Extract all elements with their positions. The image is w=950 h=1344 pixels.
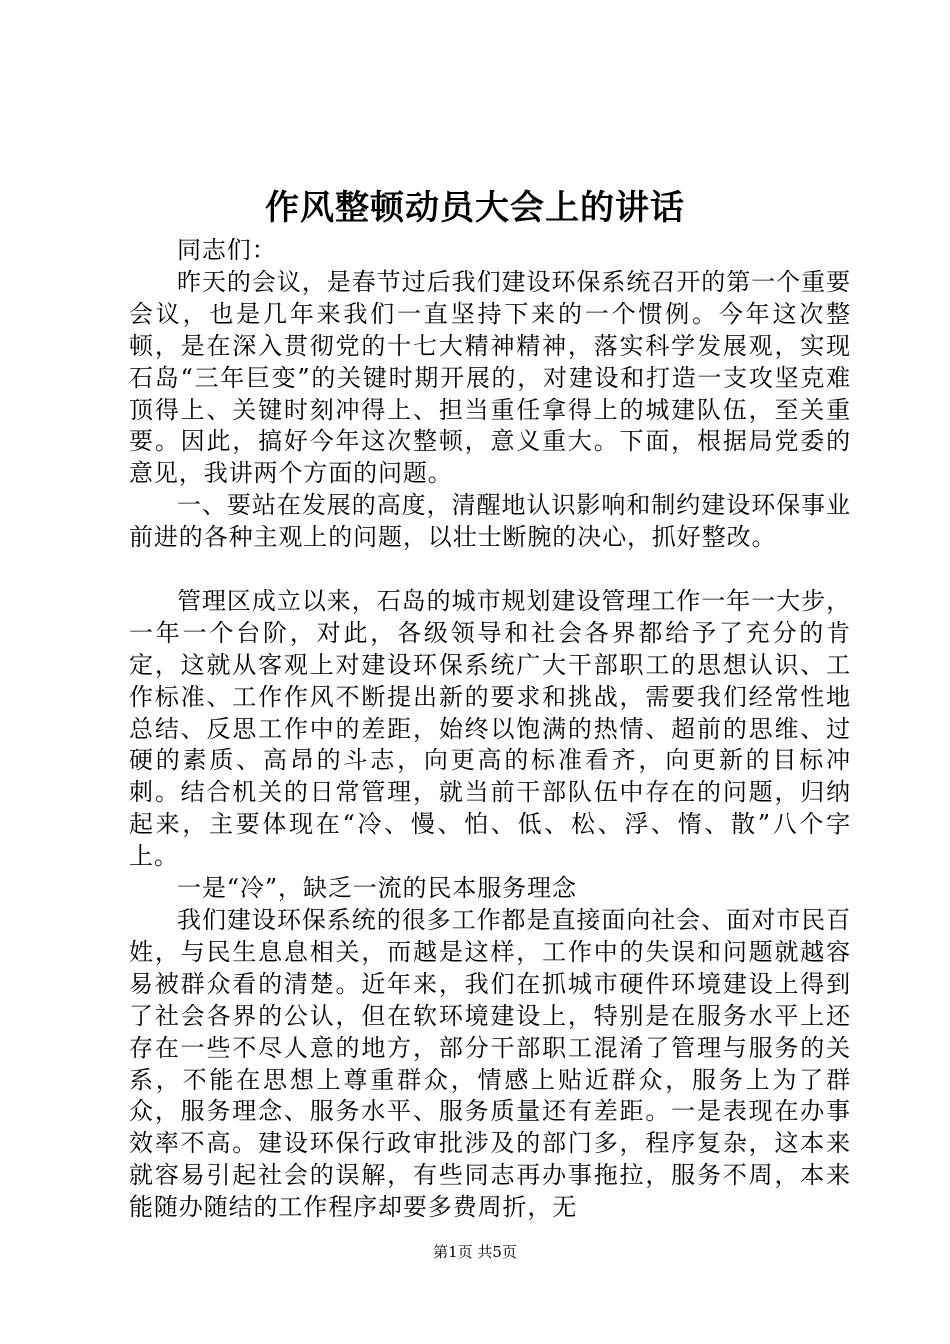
body-paragraph-service: 我们建设环保系统的很多工作都是直接面向社会、面对市民百姓，与民生息息相关，而越是这样，工作中的失误和问题就越容易被群众看的清楚。近年来，我们在抓城市硬件环境建设上得到了社会各界的公认，但在软环境建设上，特别是在服务水平上还存在一些不尽人意的地方，部分干部职工混淆了管理与服务的关系，不能在思想上尊重群众，情感上贴近群众，服务上为了群众，服务理念、服务水平、服务质量还有差距。一是表现在办事效率不高。建设环保行政审批涉及的部门多，程序复杂，这本来就容易引起社会的误解，有些同志再办事拖拉，服务不周，本来能随办随结的工作程序却要多费周折，无 bbox=[129, 906, 851, 1222]
section-heading-one: 一、要站在发展的高度，清醒地认识影响和制约建设环保事业前进的各种主观上的问题，以壮士断腕的决心，抓好整改。 bbox=[129, 491, 851, 552]
body-paragraph-intro: 昨天的会议，是春节过后我们建设环保系统召开的第一个重要会议，也是几年来我们一直坚持下来的一个惯例。今年这次整顿，是在深入贯彻党的十七大精神精神，落实科学发展观，实现石岛“三年巨变”的关键时期开展的，对建设和打造一支攻坚克难顶得上、关键时刻冲得上、担当重任拿得上的城建队伍，至关重要。因此，搞好今年这次整顿，意义重大。下面，根据局党委的意见，我讲两个方面的问题。 bbox=[129, 267, 851, 488]
salutation: 同志们： bbox=[177, 236, 277, 264]
body-paragraph-management: 管理区成立以来，石岛的城市规划建设管理工作一年一大步，一年一个台阶，对此，各级领导和社会各界都给予了充分的肯定，这就从客观上对建设环保系统广大干部职工的思想认识、工作标准、工作作风不断提出新的要求和挑战，需要我们经常性地总结、反思工作中的差距，始终以饱满的热情、超前的思维、过硬的素质、高昂的斗志，向更高的标准看齐，向更新的目标冲刺。结合机关的日常管理，就当前干部队伍中存在的问题，归纳起来，主要体现在“冷、慢、怕、低、松、浮、惰、散”八个字上。 bbox=[129, 586, 851, 871]
page-number: 第1页 共5页 bbox=[433, 1243, 517, 1261]
subheading-cold: 一是“冷”，缺乏一流的民本服务理念 bbox=[177, 874, 577, 903]
document-title: 作风整顿动员大会上的讲话 bbox=[265, 188, 685, 228]
document-body bbox=[129, 235, 851, 1224]
